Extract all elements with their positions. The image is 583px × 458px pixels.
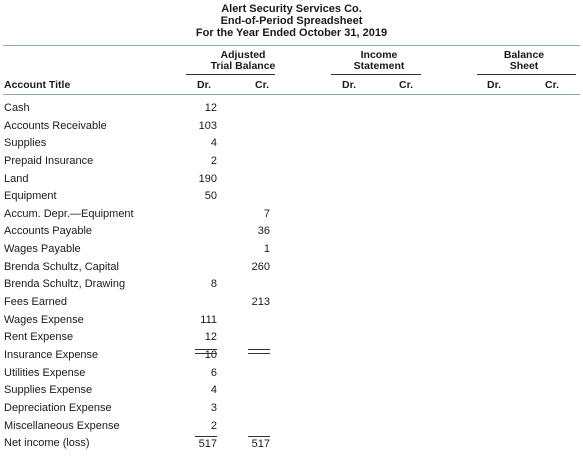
table-row	[0, 100, 583, 118]
account-name: Accounts Receivable	[4, 119, 107, 132]
table-row	[0, 276, 583, 294]
account-name: Insurance Expense	[4, 348, 99, 361]
table-row	[0, 347, 583, 365]
group-label-line-1: Balance	[503, 49, 545, 61]
tb-debit: 12	[204, 331, 217, 344]
group-label-line-2: Statement	[353, 60, 405, 72]
tb-debit: 8	[210, 278, 217, 291]
tb-cr-header: Cr.	[255, 79, 270, 91]
tb-credit: 213	[251, 296, 270, 309]
account-name: Supplies	[4, 137, 47, 150]
account-name: Cash	[4, 102, 30, 114]
table-row	[0, 206, 583, 224]
group-label-line-1: Income	[360, 49, 398, 61]
table-row	[0, 259, 583, 277]
table-row	[0, 329, 583, 347]
account-name: Brenda Schultz, Drawing	[4, 278, 126, 291]
is-dr-header: Dr.	[342, 79, 357, 91]
table-row	[0, 365, 583, 383]
report-header	[0, 3, 583, 39]
account-name: Supplies Expense	[4, 384, 93, 397]
account-name: Rent Expense	[4, 331, 74, 344]
tb-debit: 50	[204, 190, 217, 203]
tb-credit-total: 517	[248, 436, 270, 451]
table-row	[0, 312, 583, 330]
table-row	[0, 153, 583, 171]
debit-total-double-rule	[195, 349, 217, 354]
group-balance-sheet	[481, 50, 567, 72]
bs-cr-header: Cr.	[545, 79, 560, 91]
tb-dr-header: Dr.	[197, 79, 212, 91]
report-title: End-of-Period Spreadsheet	[220, 15, 363, 27]
group-label-line-2: Trial Balance	[210, 60, 276, 72]
bs-dr-header: Dr.	[487, 79, 502, 91]
tb-debit: 4	[210, 384, 217, 397]
table-row	[0, 135, 583, 153]
table-row	[0, 171, 583, 189]
table-row	[0, 418, 583, 436]
tb-debit: 2	[210, 154, 217, 167]
table-row	[0, 400, 583, 418]
account-name: Miscellaneous Expense	[4, 419, 120, 432]
account-name: Wages Expense	[4, 313, 84, 326]
group-label-line-1: Adjusted	[220, 49, 266, 61]
tb-debit: 111	[200, 313, 217, 326]
company-name: Alert Security Services Co.	[221, 3, 362, 15]
account-name: Brenda Schultz, Capital	[4, 260, 119, 273]
tb-debit: 12	[204, 102, 217, 114]
tb-debit: 190	[198, 172, 217, 185]
table-row	[0, 223, 583, 241]
tb-debit: 10	[204, 348, 217, 361]
income-statement-underline	[331, 74, 421, 75]
tb-debit: 103	[198, 119, 217, 132]
spreadsheet-rows	[0, 100, 583, 453]
account-name: Utilities Expense	[4, 366, 86, 379]
group-adjusted-trial-balance	[200, 50, 286, 72]
account-name: Equipment	[4, 190, 57, 203]
table-row	[0, 118, 583, 136]
tb-debit: 2	[210, 419, 217, 432]
header-divider	[3, 94, 580, 95]
top-divider	[3, 45, 580, 46]
account-name: Accounts Payable	[4, 225, 93, 238]
account-name: Prepaid Insurance	[4, 154, 94, 167]
tb-credit: 1	[263, 243, 270, 256]
group-label-line-2: Sheet	[509, 60, 539, 72]
group-income-statement	[336, 50, 422, 72]
account-name: Land	[4, 172, 29, 185]
table-row	[0, 382, 583, 400]
total-row	[0, 435, 583, 453]
table-row	[0, 241, 583, 259]
credit-total-double-rule	[248, 349, 270, 354]
account-name: Fees Earned	[4, 296, 67, 309]
tb-debit: 4	[210, 137, 217, 150]
tb-credit: 36	[257, 225, 270, 238]
tb-debit-total: 517	[195, 436, 217, 451]
tb-credit: 260	[251, 260, 270, 273]
account-name: Depreciation Expense	[4, 401, 112, 414]
report-period: For the Year Ended October 31, 2019	[195, 27, 388, 39]
tb-credit: 7	[263, 207, 270, 220]
account-title-header: Account Title	[4, 79, 71, 91]
table-row	[0, 294, 583, 312]
trial-balance-underline	[186, 74, 275, 75]
account-name: Accum. Depr.—Equipment	[4, 207, 134, 220]
account-name: Net income (loss)	[4, 437, 90, 450]
tb-debit: 6	[210, 366, 217, 379]
is-cr-header: Cr.	[399, 79, 414, 91]
tb-debit: 3	[210, 401, 217, 414]
balance-sheet-underline	[477, 74, 576, 75]
account-name: Wages Payable	[4, 243, 81, 256]
table-row	[0, 188, 583, 206]
